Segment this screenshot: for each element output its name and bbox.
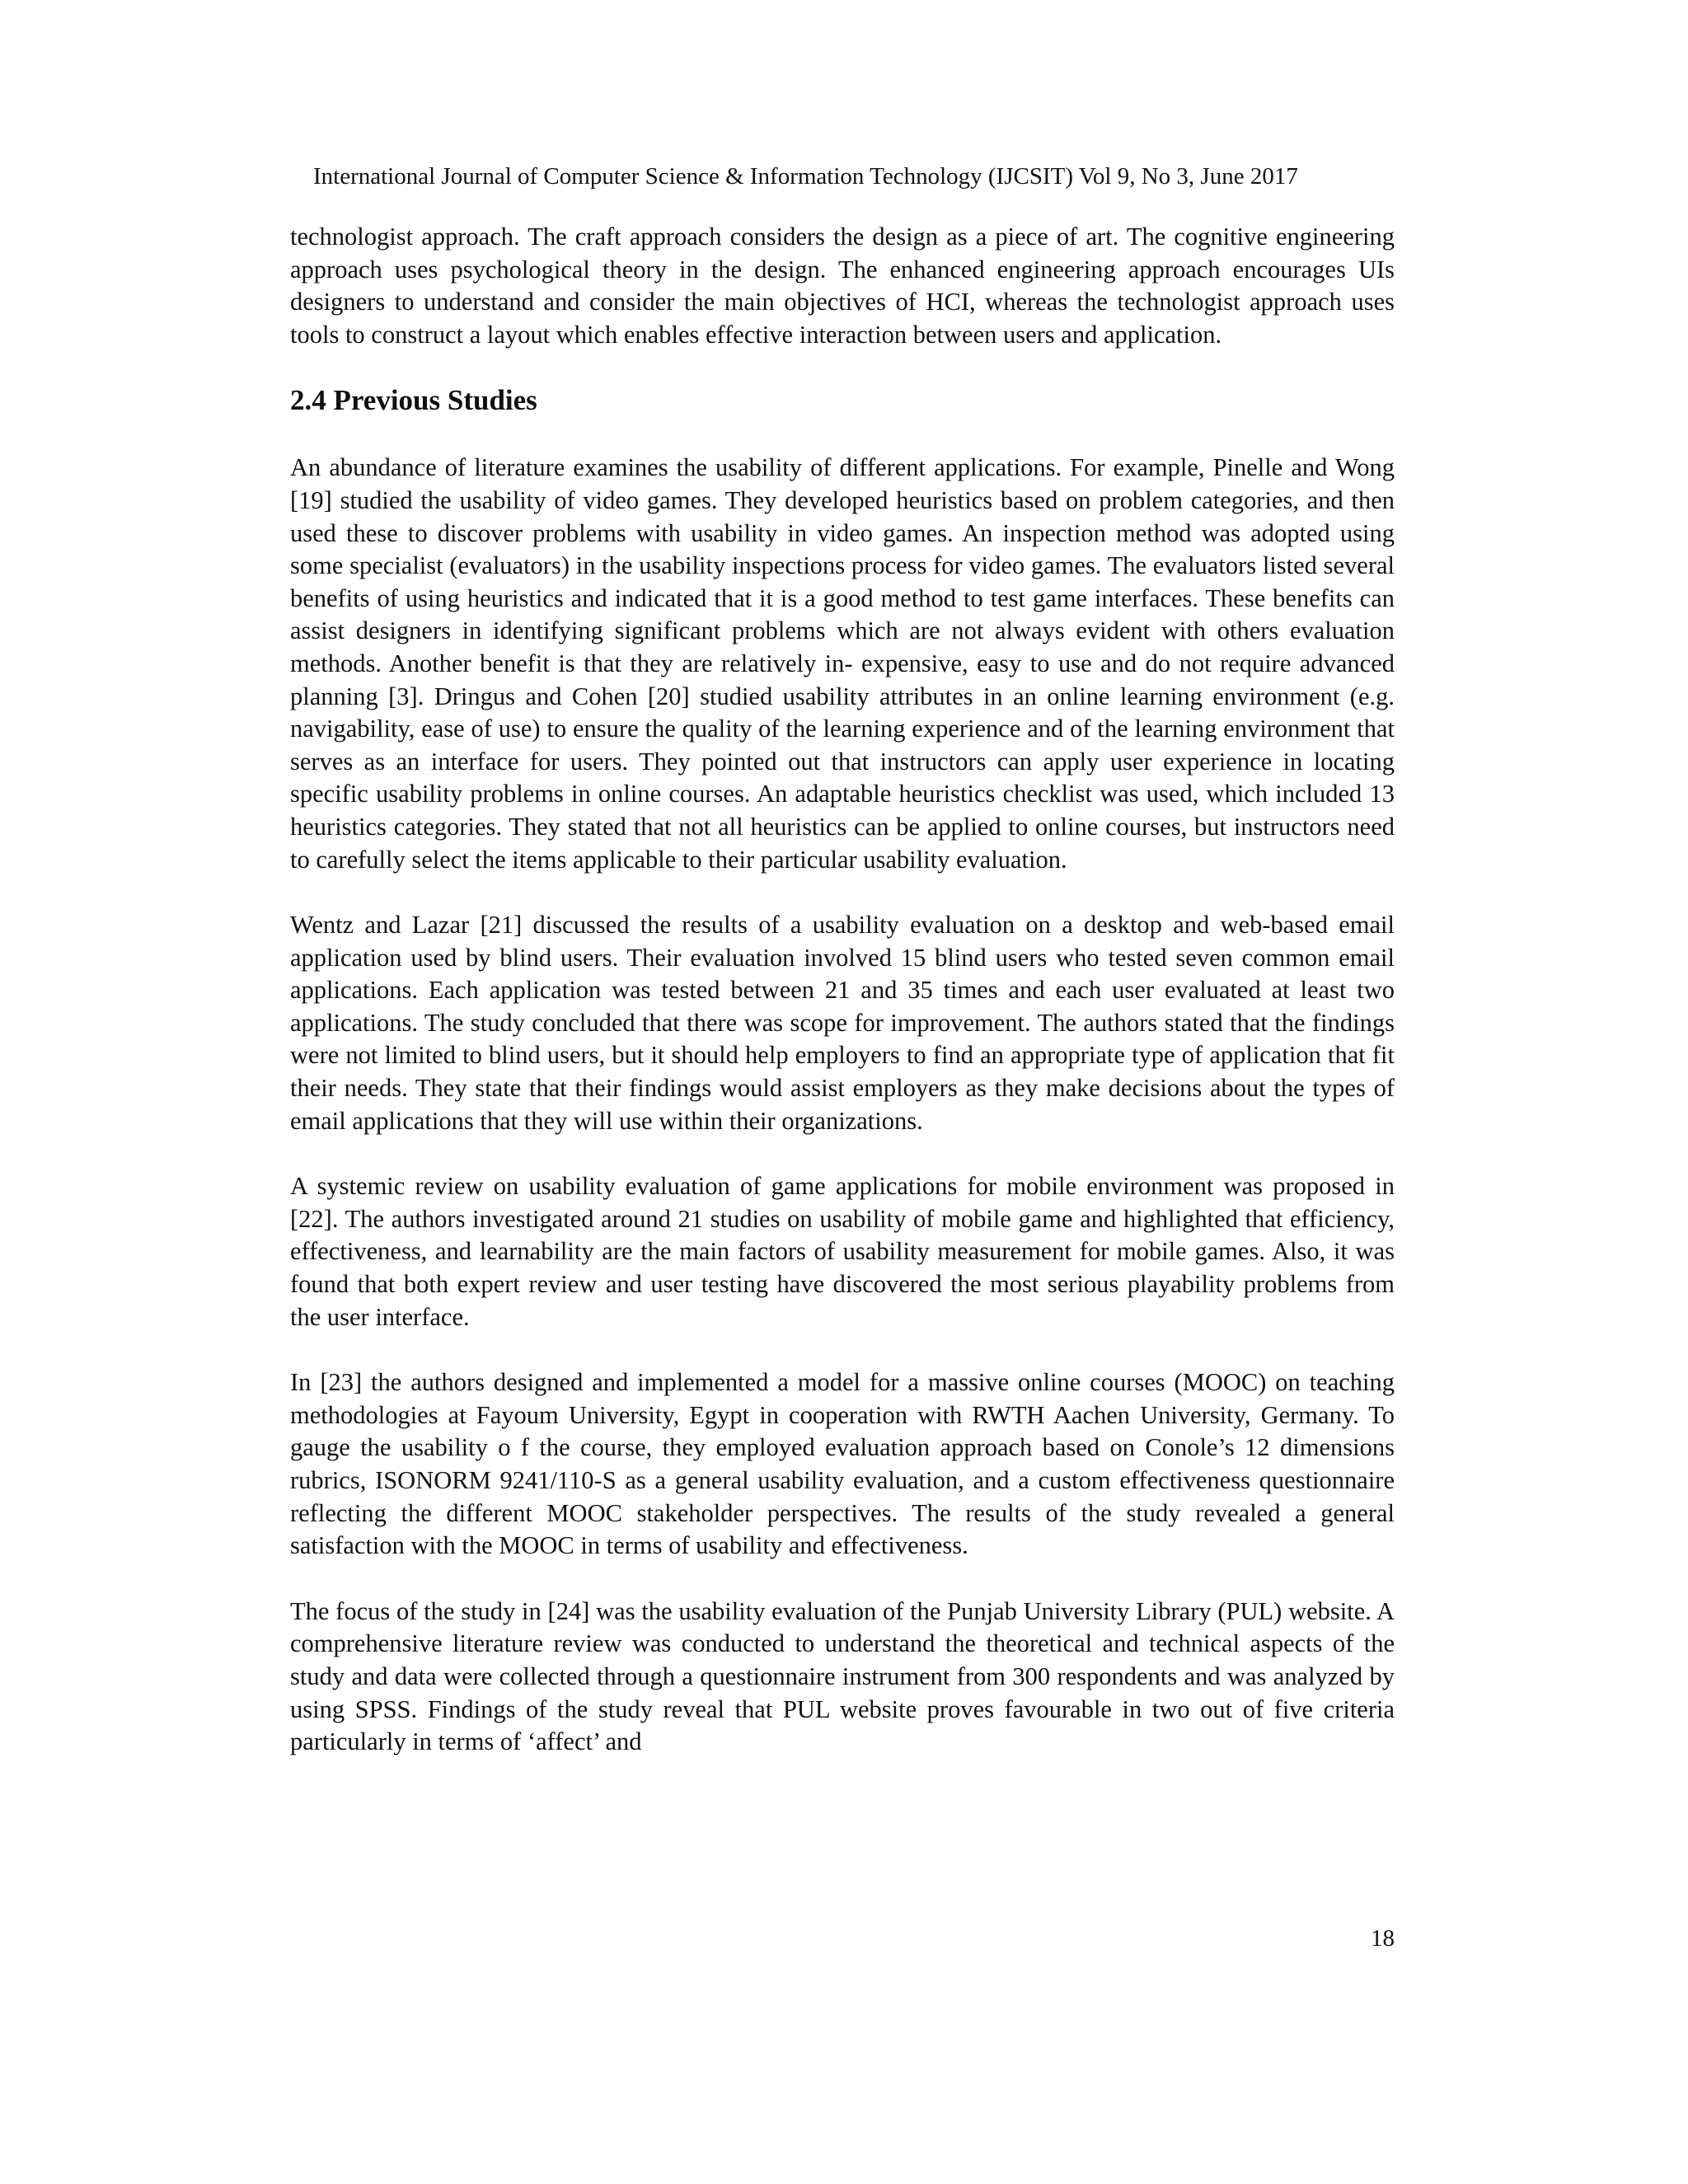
paragraph-pinelle-wong: An abundance of literature examines the usability of different applications. For example, Pinelle and Wong [19] studied the usability of video games. They developed heuristics based on problem categories, and then used these to discover problems with usability in video games. An inspection method was adopted using some specialist (evaluators) in the usability inspections process for video games. The evaluators listed several benefits of using heuristics and indicated that it is a good method to test game interfaces. These benefits can assist designers in identifying significant problems which are not always evident with others evaluation methods. Another benefit is that they are relatively in- expensive, easy to use and do not require advanced planning [3]. Dringus and Cohen [20] studied usability attributes in an online learning environment (e.g. navigability, ease of use) to ensure the quality of the learning experience and of the learning environment that serves as an interface for users. They pointed out that instructors can apply user experience in locating specific usability problems in online courses. An adaptable heuristics checklist was used, which included 13 heuristics categories. They stated that not all heuristics can be applied to online courses, but instructors need to carefully select the items applicable to their particular usability evaluation.: [290, 453, 1395, 874]
intro-paragraph: technologist approach. The craft approach considers the design as a piece of art. The cognitive engineering approach uses psychological theory in the design. The enhanced engineering approach encourages UIs designers to understand and consider the main objectives of HCI, whereas the technologist approach uses tools to construct a layout which enables effective interaction between users and application.: [290, 223, 1395, 349]
paragraph-pul-website: The focus of the study in [24] was the usability evaluation of the Punjab University Library (PUL) website. A comprehensive literature review was conducted to understand the theoretical and technical aspects of the study and data were collected through a questionnaire instrument from 300 respondents and was analyzed by using SPSS. Findings of the study reveal that PUL website proves favourable in two out of five criteria particularly in terms of ‘affect’ and: [290, 1596, 1395, 1756]
page-number: 18: [1371, 1925, 1395, 1952]
paragraph-mobile-games-review: A systemic review on usability evaluation of game applications for mobile environment was proposed in [22]. The authors investigated around 21 studies on usability of mobile game and highlighted that efficiency, effectiveness, and learnability are the main factors of usability measurement for mobile games. Also, it was found that both expert review and user testing have discovered the most serious playability problems from the user interface.: [290, 1172, 1395, 1331]
page-body: [290, 221, 1395, 1759]
running-header: International Journal of Computer Science & Information Technology (IJCSIT) Vol 9, No 3, June 2017: [313, 163, 1298, 190]
paragraph-mooc-study: In [23] the authors designed and implemented a model for a massive online courses (MOOC) on teaching methodologies at Fayoum University, Egypt in cooperation with RWTH Aachen University, Germany. To gauge the usability o f the course, they employed evaluation approach based on Conole’s 12 dimensions rubrics, ISONORM 9241/110-S as a general usability evaluation, and a custom effectiveness questionnaire reflecting the different MOOC stakeholder perspectives. The results of the study revealed a general satisfaction with the MOOC in terms of usability and effectiveness.: [290, 1368, 1395, 1560]
section-heading: 2.4 Previous Studies: [290, 384, 537, 417]
paragraph-wentz-lazar: Wentz and Lazar [21] discussed the results of a usability evaluation on a desktop and web-based email application used by blind users. Their evaluation involved 15 blind users who tested seven common email applications. Each application was tested between 21 and 35 times and each user evaluated at least two applications. The study concluded that there was scope for improvement. The authors stated that the findings were not limited to blind users, but it should help employers to find an appropriate type of application that fit their needs. They state that their findings would assist employers as they make decisions about the types of email applications that they will use within their organizations.: [290, 911, 1395, 1135]
